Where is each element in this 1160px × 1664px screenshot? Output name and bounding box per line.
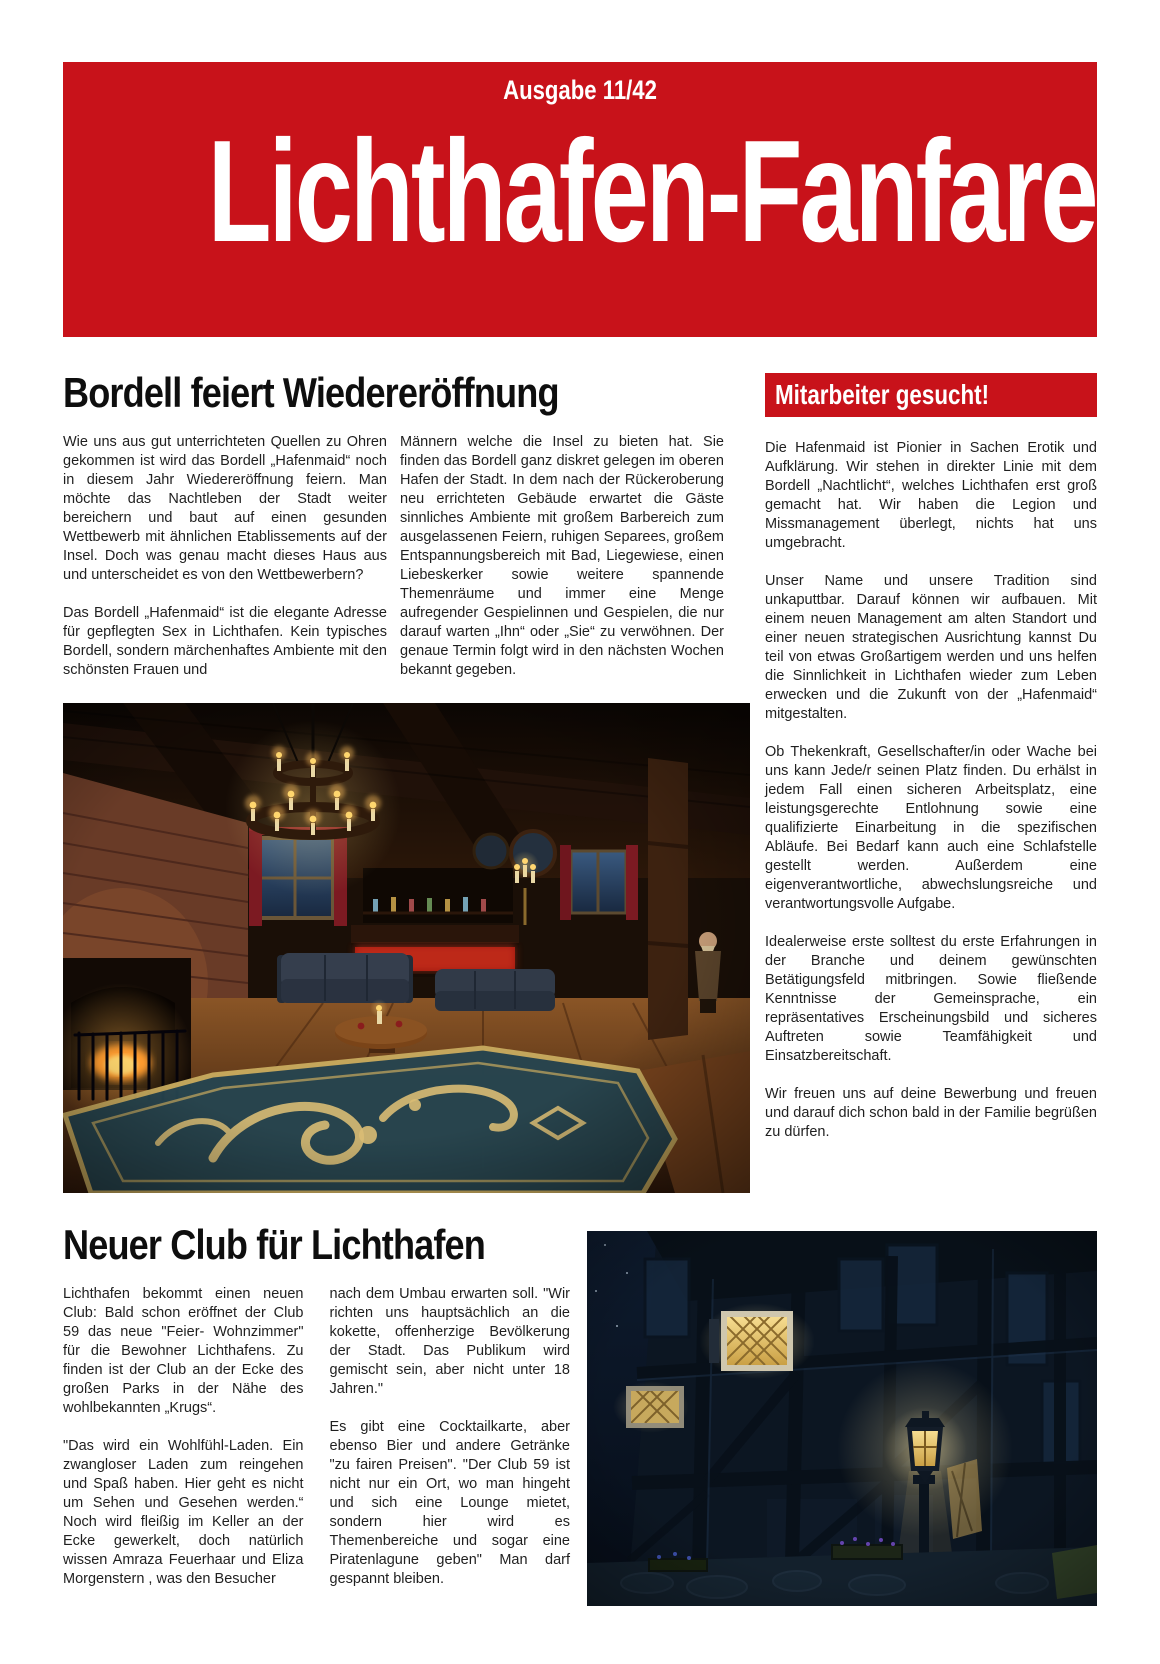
paragraph: "Das wird ein Wohlfühl-Laden. Ein zwangloser Laden zum reingehen und Spaß haben. Hier geht es nicht um Sehen und Gesehen werden.“ Noch wird fleißig im Keller an der Ecke gewerkelt, doch natürlich wissen Amraza Feuerhaar und Eliza Morgenstern , was den Besucher (63, 1438, 304, 1587)
tavern-photo (63, 703, 750, 1193)
article-column (63, 433, 387, 699)
article-headline: Bordell feiert Wiedereröffnung (63, 369, 559, 416)
newspaper-title: Lichthafen-Fanfare (207, 110, 1096, 272)
paragraph: nach dem Umbau erwarten soll. "Wir richten uns hauptsächlich an die kokette, offenherzige Bevölkerung der Stadt. Das Publikum wird gemischt sein, aber nicht unter 18 Jahren." (329, 1286, 570, 1397)
paragraph: Idealerweise erste solltest du erste Erfahrungen in der Branche und deinem gewünschten Betätigungsfeld mitbringen. Sowie fließende Kenntnisse der Gemeinsprache, ein repräsentatives Erscheinungsbild und sicheres Auftreten sowie Teamfähigkeit und Einsatzbereitschaft. (765, 934, 1097, 1064)
sidebar-banner (765, 373, 1097, 417)
article-column (330, 1285, 571, 1608)
paragraph: Wie uns aus gut unterrichteten Quellen zu Ohren gekommen ist wird das Bordell „Hafenmaid“ noch in diesem Jahr Wiedereröffnung feiern. Man möchte das Nachtleben der Stadt weiter bereichern und baut auf einen gesunden Wettbewerb mit ähnlichen Etablissements auf der Insel. Doch was genau macht dieses Haus aus und unterscheidet es von den Wettbewerbern? (63, 434, 387, 583)
paragraph: Unser Name und unsere Tradition sind unkaputtbar. Darauf können wir aufbauen. Mit einem neuen Management am alten Standort und einer neuen strategischen Ausrichtung kannst Du teil von etwas Großartigem werden und uns helfen die Sinnlichkeit in Lichthafen wieder zum Leben erwecken und die Zukunft von der „Hafenmaid“ mitgestalten. (765, 573, 1097, 722)
article-column (63, 1285, 304, 1608)
night-street-photo (587, 1231, 1097, 1606)
article-headline: Neuer Club für Lichthafen (63, 1221, 486, 1268)
bottom-section (63, 1219, 1097, 1608)
article-bordell (63, 367, 750, 1193)
paragraph: Die Hafenmaid ist Pionier in Sachen Erotik und Aufklärung. Wir stehen in direkter Linie mit dem Bordell „Nachtlicht“, welches Lichthafen erst groß gemacht hat. Wir haben die Legion und Missmanagement überlegt, nichts hat uns umgebracht. (765, 440, 1097, 551)
paragraph: Lichthafen bekommt einen neuen Club: Bald schon eröffnet der Club 59 das neue "Feier- Wohnzimmer" für die Bewohner Lichthafens. Zu finden ist der Club an der Ecke des großen Parks in der Nähe des wohlbekannten „Krugs“. (63, 1286, 304, 1416)
paragraph: Es gibt eine Cocktailkarte, aber ebenso Bier und andere Getränke "zu fairen Preisen". "Der Club 59 ist nicht nur ein Ort, wo man hingeht und sich eine Lounge mietet, sondern hier wird es Themenbereiche und sogar eine Piratenlagune geben" Man darf gespannt bleiben. (329, 1419, 570, 1587)
paragraph: Ob Thekenkraft, Gesellschafter/in oder Wache bei uns kann Jede/r seinen Platz finden. Du erhälst in jedem Fall einen sicheren Arbeitsplatz, eine leistungsgerechte Entlohnung sowie eine qualifizierte Einarbeitung in die spezifischen Abläufe. Bei Bedarf kann auch eine Schlafstelle gestellt werden. Außerdem eine eigenverantwortliche, abwechslungsreiche und verantwortungsvolle Aufgabe. (765, 744, 1097, 912)
paragraph: Wir freuen uns auf deine Bewerbung und freuen und darauf dich schon bald in der Familie begrüßen zu dürfen. (765, 1086, 1097, 1140)
sidebar-banner-label: Mitarbeiter gesucht! (775, 379, 990, 410)
article-club (63, 1219, 570, 1608)
paragraph: Das Bordell „Hafenmaid“ ist die elegante Adresse für gepflegten Sex in Lichthafen. Kein typisches Bordell, sondern märchenhaftes Ambiente mit den schönsten Frauen und (63, 605, 387, 678)
article-columns (63, 433, 750, 699)
issue-number: Ausgabe 11/42 (503, 75, 657, 105)
masthead (63, 62, 1097, 337)
sidebar-mitarbeiter (765, 367, 1097, 1193)
top-section (63, 367, 1097, 1193)
paragraph: Männern welche die Insel zu bieten hat. Sie finden das Bordell ganz diskret gelegen im oberen Hafen der Stadt. In dem nach der Rückeroberung neu errichteten Gebäude erwartet die Gäste sinnliches Ambiente mit großem Barbereich zum ausgelassenen Feiern, ruhigen Separees, großem Entspannungsbereich mit Bad, Liegewiese, einen Liebeskerker sowie weitere spannende Themenräume und immer eine Menge aufregender Gespielinnen und Gespielen, die nur darauf warten „Ihn“ oder „Sie“ zu verwöhnen. Der genaue Termin folgt wird in den nächsten Wochen bekannt gegeben. (400, 434, 724, 678)
article-columns (63, 1285, 570, 1608)
article-column (400, 433, 724, 699)
